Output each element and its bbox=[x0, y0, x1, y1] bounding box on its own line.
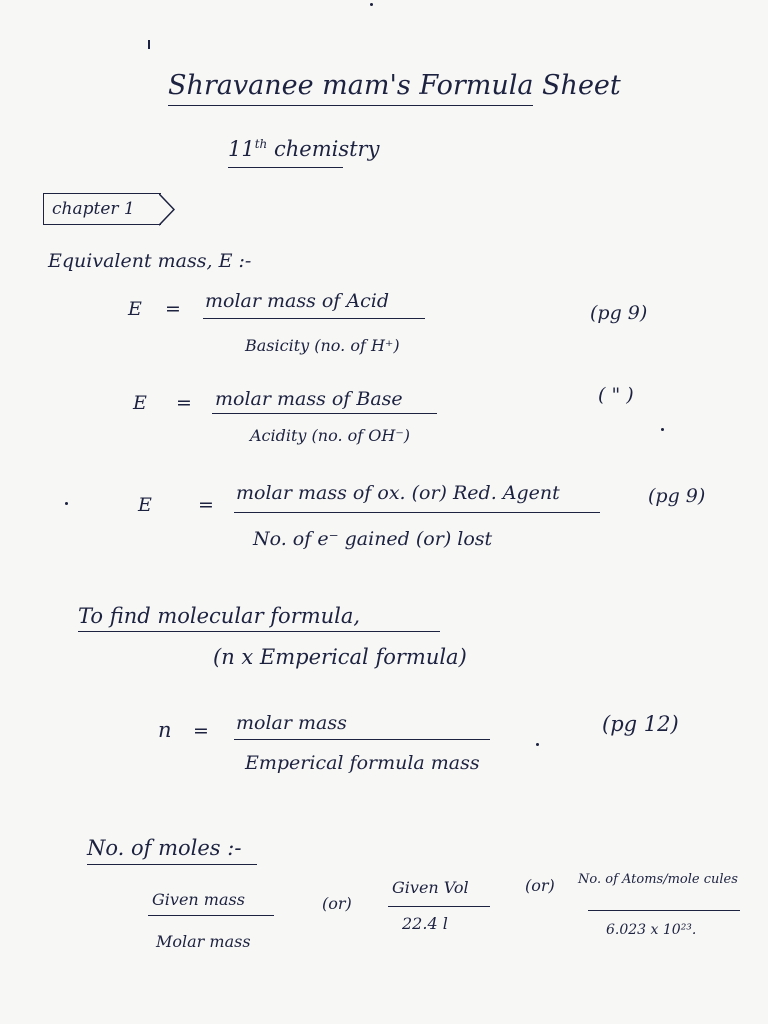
equals-sign: = bbox=[198, 494, 214, 516]
page-reference: (pg 12) bbox=[602, 712, 679, 736]
or-separator: (or) bbox=[525, 876, 555, 895]
numerator: molar mass of ox. (or) Red. Agent bbox=[236, 482, 560, 504]
chapter-label: chapter 1 bbox=[52, 199, 135, 219]
denominator: No. of e⁻ gained (or) lost bbox=[253, 528, 493, 550]
fraction-line bbox=[388, 906, 490, 907]
numerator: No. of Atoms/mole cules bbox=[578, 872, 738, 887]
ink-dot bbox=[661, 428, 664, 431]
numerator: Given Vol bbox=[392, 878, 469, 897]
page-title: Shravanee mam's Formula Sheet bbox=[168, 70, 533, 106]
numerator: molar mass of Acid bbox=[205, 290, 389, 312]
fraction-line bbox=[234, 512, 600, 513]
chapter-tag bbox=[43, 193, 161, 225]
numerator: molar mass of Base bbox=[215, 388, 403, 410]
denominator: Molar mass bbox=[156, 932, 251, 951]
equals-sign: = bbox=[165, 298, 181, 320]
subtitle-superscript: th bbox=[254, 137, 268, 151]
equivalent-mass-heading: Equivalent mass, E :- bbox=[48, 250, 252, 272]
fraction-line bbox=[203, 318, 425, 319]
page-subtitle bbox=[228, 137, 380, 168]
page-reference: ( " ) bbox=[598, 384, 634, 406]
denominator: Basicity (no. of H⁺) bbox=[245, 336, 400, 355]
tag-arrow-icon bbox=[159, 193, 175, 226]
ink-dot bbox=[536, 743, 539, 746]
molecular-formula-heading: To find molecular formula, bbox=[78, 604, 440, 632]
page-reference: (pg 9) bbox=[648, 485, 706, 507]
ink-dot bbox=[65, 502, 68, 505]
or-separator: (or) bbox=[322, 894, 352, 913]
subtitle-number: 11 bbox=[228, 137, 255, 161]
denominator: Emperical formula mass bbox=[245, 752, 480, 774]
page-reference: (pg 9) bbox=[590, 302, 648, 324]
formula-lhs: n bbox=[158, 718, 172, 742]
fraction-line bbox=[234, 739, 490, 740]
equals-sign: = bbox=[193, 720, 209, 742]
ink-dot bbox=[370, 3, 373, 6]
fraction-line bbox=[588, 910, 740, 911]
formula-lhs: E bbox=[138, 494, 152, 516]
equals-sign: = bbox=[176, 392, 192, 414]
fraction-line bbox=[148, 915, 274, 916]
subtitle-word: chemistry bbox=[273, 137, 380, 161]
molecular-formula-expression: (n x Emperical formula) bbox=[213, 645, 467, 669]
formula-lhs: E bbox=[128, 298, 142, 320]
moles-heading: No. of moles :- bbox=[87, 836, 257, 865]
numerator: molar mass bbox=[236, 712, 347, 734]
denominator: 22.4 l bbox=[402, 914, 448, 933]
ink-mark bbox=[148, 40, 150, 49]
formula-lhs: E bbox=[133, 392, 147, 414]
denominator: Acidity (no. of OH⁻) bbox=[250, 426, 411, 445]
numerator: Given mass bbox=[152, 890, 245, 909]
fraction-line bbox=[212, 413, 437, 414]
denominator: 6.023 x 10²³. bbox=[606, 922, 697, 938]
